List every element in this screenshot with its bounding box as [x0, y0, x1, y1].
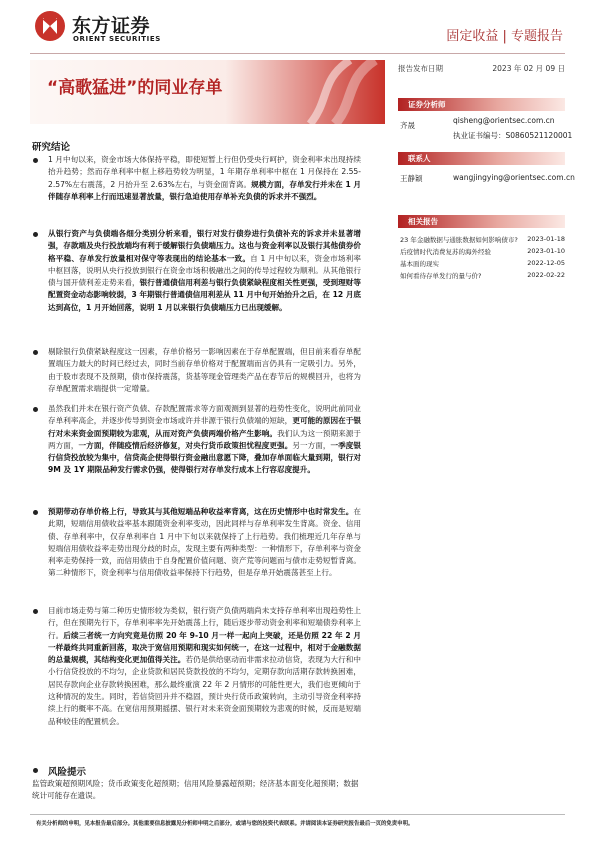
analyst-heading: 证券分析师: [408, 100, 446, 109]
contact-name: 王静颖: [400, 174, 423, 183]
header-divider: [30, 53, 565, 54]
conclusion-paragraph-2: [48, 228, 361, 314]
paragraph-emphasis: 预期带动存单价格上行，导致其与其他短端品种收益率背离，这在历史情形中也时常发生。: [48, 507, 354, 516]
related-report-date: 2022-12-05: [527, 259, 565, 267]
analyst-email[interactable]: qisheng@orientsec.com.cn: [453, 116, 555, 125]
paragraph-emphasis: 一方面，伴随疫情后经济修复，对央行货币政策担忧程度更强。: [78, 440, 293, 450]
report-title: “高歌猛进”的同业存单: [47, 78, 223, 98]
related-report-title[interactable]: 如何看待存单发行的量与价?: [400, 272, 482, 280]
paragraph-text: 虽然我们并未在银行资产负债、存款配置需求等方面观测到显著的趋势性变化，说明此前同业存单利率高企，并逐步传导到资金市场或许并非源于银行负债端的短缺，: [48, 404, 361, 426]
paragraph-text: 1 月中旬以来，资金市场大体保持平稳，即使短暂上行但仍受央行呵护，资金利率未出现持续抬升趋势；然而存单利率中枢上移趋势较为明显，1 年期存单利率中枢在 1 月保持在 2.55-2.57%左右震荡，2 月抬升至 2.63%左右，与资金面背离。: [48, 155, 361, 189]
paragraph-emphasis: 银行普通债信用利差与银行负债紧缺程度相关性更强，受到理财等配置资金动态影响较弱，3 年期银行普通债信用利差从 11 月中旬开始抬升之后，在 12 月底达到高位，1 月开始回落，说明 1 月以来银行负债端压力已出现缓解。: [48, 278, 362, 312]
analyst-license: 执业证书编号：S0860521120001: [453, 131, 573, 140]
risk-heading: 风险提示: [48, 767, 87, 778]
bullet-icon: [33, 609, 38, 614]
bullet-icon: [33, 158, 38, 163]
related-section-header: [398, 215, 565, 228]
analyst-section-header: [398, 98, 565, 111]
paragraph-text: 自 1 月中旬以来，资金市场利率中枢回落，说明从央行投放到银行在资金市场积极融出之间的传导过程较为顺利。从其他银行债与国开债利差走势来看，: [48, 253, 361, 288]
report-category: 固定收益 | 专题报告: [446, 29, 563, 44]
related-report-title[interactable]: 后疫情时代消费复苏的海外经验: [400, 248, 491, 256]
paragraph-text: 另一方面，: [292, 440, 331, 450]
paragraph-text: 我们认为这一预期来源于两方面，: [48, 428, 362, 450]
conclusion-paragraph-4: [48, 403, 361, 477]
conclusion-paragraph-1: [48, 154, 361, 203]
paragraph-emphasis: 后续三者统一方向究竟是仿照 20 年 9-10 月一样一起向上突破，还是仿照 22 年 2 月一样最终共同重新回落，取决于宽信用预期和现实如何统一，在这一过程中，相对于金融数据的总量规模，其结构变化更加值得关注。: [48, 630, 362, 665]
paragraph-text: 在此期，短端信用债收益率基本跟随资金利率变动，因此同样与存单利率发生背离。资金、信用债、存单利率中，仅存单利率自 1 月中下旬以来就保持了上行趋势。我们梳理近几年存单与短端信用债收益率走势出现分歧的时点，发现主要有两种类型：一种情形下，存单利率与资金利率走势保持一致，而信用债由于自身配置价值问题、资产荒等问题而与债市走势短暂背离。第二种情形下，资金利率与信用债收益率保持下行趋势，但是存单开始震荡甚至上行。: [48, 507, 361, 578]
paragraph-text: 剔除银行负债紧缺程度这一因素，存单价格另一影响因素在于存单配置端，但目前来看存单配置端压力最大的时间已经过去，同时当前存单价格对于配置端而言仍具有一定吸引力。另外，由于股市表现不及预期，债市保持震荡，货基等现金管理类产品在春节后的规模回升，也将为存单配置需求端提供一定增量。: [48, 347, 361, 393]
related-report-date: 2023-01-10: [527, 247, 565, 255]
paragraph-text: 目前市场走势与第二种历史情形较为类似，银行资产负债两端尚未支持存单利率出现趋势性上行，但在预期先行下，存单利率率先开始震荡上行，随后逐步带动资金利率和短端债券利率上行。: [48, 606, 361, 640]
paragraph-text: 若仍是供给驱动而非需求拉动信贷，表现为大行和中小行信贷投放的不均匀，企业贷款和居民贷款投放的不均匀，定期存款向活期存款转换困难，居民存款向企业存款转换困难，那么最终重演 22 年 2 月情形的可能性更大，我们也更倾向于这种情况的发生。同时，若信贷回升并不稳固，预计央行货币政策转向，主动引导资金利率持续上行的概率不高。在宽信用预期摇摆、银行对未来资金面预期较为悲观的时候，反而是短端品种较佳的配置机会。: [48, 655, 362, 726]
bullet-icon: [33, 350, 38, 355]
paragraph-emphasis: 规模方面，存单发行并未在 1 月伴随存单利率上行而迅速显著放量，银行急迫使用存单补充负债的诉求并不强烈。: [48, 179, 362, 201]
related-report-date: 2022-02-22: [527, 271, 565, 279]
related-heading: 相关报告: [408, 217, 438, 226]
orient-logo-icon: [34, 10, 66, 42]
conclusion-paragraph-5: [48, 506, 361, 580]
contact-section-header: [398, 152, 565, 165]
bullet-icon: [33, 232, 38, 237]
publish-date-label: 报告发布日期: [398, 64, 443, 73]
related-report-title[interactable]: 基本面的现实: [400, 260, 439, 268]
contact-email[interactable]: wangjingying@orientsec.com.cn: [453, 173, 575, 182]
related-report-title[interactable]: 23 年金融数据与通胀数据如何影响债市?: [400, 236, 518, 244]
conclusion-paragraph-6: [48, 605, 361, 728]
paragraph-emphasis: 从银行资产与负债端各细分类别分析来看，银行对发行债券进行负债补充的诉求并未显著增强，存款端及央行投放端均有利于缓解银行负债端压力。这也与资金利率以及银行其他债券价格平稳、存单发行放量相对保守等表现出的结论基本一致。: [48, 229, 361, 263]
paragraph-emphasis: 更可能的原因在于银行对未来资金面预期较为悲观，从而对资产负债两端价格产生影响。: [48, 416, 362, 438]
publish-date-value: 2023 年 02 月 09 日: [492, 64, 565, 73]
footer-disclaimer: 有关分析师的申明，见本报告最后部分。其他重要信息披露见分析师申明之后部分，或请与您的投资代表联系。并请阅读本证券研究报告最后一页的免责申明。: [36, 821, 414, 827]
banner-decoration-icon: [290, 60, 385, 124]
contact-heading: 联系人: [408, 154, 431, 163]
brand-name-en: ORIENT SECURITIES: [73, 35, 161, 43]
brand-name-cn: 东方证券: [72, 15, 151, 37]
footer-divider: [30, 814, 565, 815]
related-report-date: 2023-01-18: [527, 235, 565, 243]
risk-text: 监管政策超预期风险；货币政策变化超预期；信用风险暴露超预期；经济基本面变化超预期；数据统计可能存在遗误。: [32, 779, 359, 801]
analyst-name: 齐晟: [400, 121, 415, 130]
page-header: [0, 0, 595, 52]
conclusion-heading: 研究结论: [32, 142, 71, 153]
conclusion-paragraph-3: [48, 346, 361, 395]
paragraph-emphasis: 一季度银行信贷投放较为集中，信贷高企使得银行资金融出意愿下降，叠加存单面临大量到期，银行对 9M 及 1Y 期限品种发行需求仍强，使得银行对存单发行成本上行容忍度提升。: [48, 440, 362, 475]
bullet-icon: [33, 510, 38, 515]
bullet-icon: [33, 407, 38, 412]
bullet-icon: [33, 768, 38, 773]
